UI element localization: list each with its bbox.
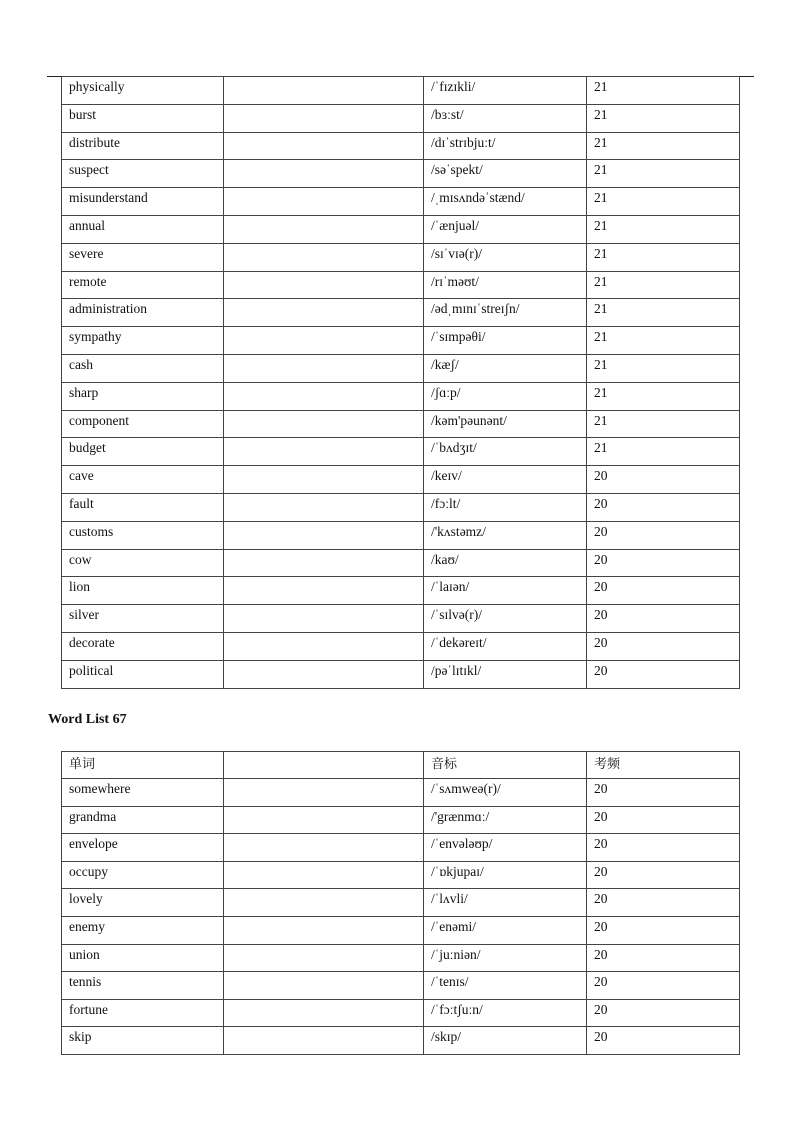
vocab-table-word-list-67 bbox=[61, 751, 740, 1055]
table-row bbox=[62, 521, 740, 549]
word-cell: administration bbox=[62, 299, 224, 327]
frequency-cell: 21 bbox=[587, 132, 740, 160]
frequency-cell: 21 bbox=[587, 271, 740, 299]
phonetic-cell: /rɪˈməʊt/ bbox=[424, 271, 587, 299]
word-cell: cash bbox=[62, 354, 224, 382]
frequency-cell: 21 bbox=[587, 327, 740, 355]
blank-cell bbox=[224, 243, 424, 271]
blank-cell bbox=[224, 577, 424, 605]
frequency-cell: 21 bbox=[587, 438, 740, 466]
frequency-cell: 20 bbox=[587, 493, 740, 521]
blank-cell bbox=[224, 104, 424, 132]
table-row bbox=[62, 188, 740, 216]
table-row bbox=[62, 410, 740, 438]
table-row bbox=[62, 779, 740, 807]
phonetic-cell: /kəm'pəunənt/ bbox=[424, 410, 587, 438]
table-row bbox=[62, 549, 740, 577]
table-header-row bbox=[62, 752, 740, 779]
header-phonetic: 音标 bbox=[424, 752, 587, 779]
word-cell: lion bbox=[62, 577, 224, 605]
frequency-cell: 21 bbox=[587, 354, 740, 382]
table-row bbox=[62, 861, 740, 889]
table-row bbox=[62, 660, 740, 688]
word-cell: union bbox=[62, 944, 224, 972]
blank-cell bbox=[224, 327, 424, 355]
header-frequency: 考频 bbox=[587, 752, 740, 779]
blank-cell bbox=[224, 77, 424, 105]
header-word: 单词 bbox=[62, 752, 224, 779]
table-row bbox=[62, 271, 740, 299]
blank-cell bbox=[224, 605, 424, 633]
blank-cell bbox=[224, 889, 424, 917]
word-cell: budget bbox=[62, 438, 224, 466]
phonetic-cell: /skɪp/ bbox=[424, 1027, 587, 1055]
vocab-table-body bbox=[62, 752, 740, 1055]
frequency-cell: 21 bbox=[587, 104, 740, 132]
table-row bbox=[62, 577, 740, 605]
phonetic-cell: /dɪˈstrɪbjuːt/ bbox=[424, 132, 587, 160]
frequency-cell: 20 bbox=[587, 521, 740, 549]
phonetic-cell: /səˈspekt/ bbox=[424, 160, 587, 188]
phonetic-cell: /kæʃ/ bbox=[424, 354, 587, 382]
phonetic-cell: /ʃɑːp/ bbox=[424, 382, 587, 410]
frequency-cell: 20 bbox=[587, 834, 740, 862]
frequency-cell: 20 bbox=[587, 1027, 740, 1055]
frequency-cell: 20 bbox=[587, 889, 740, 917]
blank-cell bbox=[224, 834, 424, 862]
table-row bbox=[62, 493, 740, 521]
phonetic-cell: /keɪv/ bbox=[424, 466, 587, 494]
section-title: Word List 67 bbox=[48, 712, 127, 727]
blank-cell bbox=[224, 521, 424, 549]
word-cell: enemy bbox=[62, 916, 224, 944]
frequency-cell: 21 bbox=[587, 77, 740, 105]
frequency-cell: 21 bbox=[587, 410, 740, 438]
word-cell: component bbox=[62, 410, 224, 438]
frequency-cell: 20 bbox=[587, 944, 740, 972]
frequency-cell: 20 bbox=[587, 466, 740, 494]
blank-cell bbox=[224, 354, 424, 382]
table-row bbox=[62, 466, 740, 494]
blank-cell bbox=[224, 549, 424, 577]
blank-cell bbox=[224, 132, 424, 160]
word-cell: sympathy bbox=[62, 327, 224, 355]
phonetic-cell: /ˈlaɪən/ bbox=[424, 577, 587, 605]
word-cell: cave bbox=[62, 466, 224, 494]
table-row bbox=[62, 160, 740, 188]
blank-cell bbox=[224, 160, 424, 188]
blank-cell bbox=[224, 660, 424, 688]
header-blank bbox=[224, 752, 424, 779]
phonetic-cell: /ˈɒkjupaɪ/ bbox=[424, 861, 587, 889]
word-cell: distribute bbox=[62, 132, 224, 160]
table-row bbox=[62, 806, 740, 834]
blank-cell bbox=[224, 382, 424, 410]
blank-cell bbox=[224, 493, 424, 521]
blank-cell bbox=[224, 271, 424, 299]
table-row bbox=[62, 916, 740, 944]
word-cell: silver bbox=[62, 605, 224, 633]
table-row bbox=[62, 1027, 740, 1055]
phonetic-cell: /ˈenvələʊp/ bbox=[424, 834, 587, 862]
word-cell: annual bbox=[62, 215, 224, 243]
blank-cell bbox=[224, 632, 424, 660]
phonetic-cell: /ˈsɪmpəθi/ bbox=[424, 327, 587, 355]
phonetic-cell: /'grænmɑː/ bbox=[424, 806, 587, 834]
word-cell: remote bbox=[62, 271, 224, 299]
frequency-cell: 20 bbox=[587, 861, 740, 889]
table-row bbox=[62, 215, 740, 243]
table-row bbox=[62, 632, 740, 660]
frequency-cell: 20 bbox=[587, 779, 740, 807]
word-cell: decorate bbox=[62, 632, 224, 660]
word-cell: grandma bbox=[62, 806, 224, 834]
blank-cell bbox=[224, 410, 424, 438]
blank-cell bbox=[224, 999, 424, 1027]
word-cell: suspect bbox=[62, 160, 224, 188]
word-cell: cow bbox=[62, 549, 224, 577]
blank-cell bbox=[224, 779, 424, 807]
blank-cell bbox=[224, 438, 424, 466]
word-cell: lovely bbox=[62, 889, 224, 917]
word-cell: fault bbox=[62, 493, 224, 521]
word-cell: skip bbox=[62, 1027, 224, 1055]
word-cell: physically bbox=[62, 77, 224, 105]
table-row bbox=[62, 972, 740, 1000]
frequency-cell: 21 bbox=[587, 382, 740, 410]
phonetic-cell: /ˈjuːniən/ bbox=[424, 944, 587, 972]
word-cell: sharp bbox=[62, 382, 224, 410]
phonetic-cell: /bɜːst/ bbox=[424, 104, 587, 132]
frequency-cell: 21 bbox=[587, 243, 740, 271]
blank-cell bbox=[224, 972, 424, 1000]
blank-cell bbox=[224, 1027, 424, 1055]
phonetic-cell: /ˈænjuəl/ bbox=[424, 215, 587, 243]
table-row bbox=[62, 438, 740, 466]
word-cell: occupy bbox=[62, 861, 224, 889]
table-row bbox=[62, 834, 740, 862]
blank-cell bbox=[224, 806, 424, 834]
frequency-cell: 20 bbox=[587, 999, 740, 1027]
frequency-cell: 21 bbox=[587, 160, 740, 188]
phonetic-cell: /ˈsʌmweə(r)/ bbox=[424, 779, 587, 807]
phonetic-cell: /pəˈlɪtɪkl/ bbox=[424, 660, 587, 688]
frequency-cell: 21 bbox=[587, 299, 740, 327]
table-row bbox=[62, 327, 740, 355]
phonetic-cell: /ˈdekəreɪt/ bbox=[424, 632, 587, 660]
word-cell: tennis bbox=[62, 972, 224, 1000]
phonetic-cell: /ˈtenɪs/ bbox=[424, 972, 587, 1000]
vocab-table-continued bbox=[61, 76, 740, 689]
word-cell: burst bbox=[62, 104, 224, 132]
word-cell: fortune bbox=[62, 999, 224, 1027]
frequency-cell: 21 bbox=[587, 188, 740, 216]
word-cell: customs bbox=[62, 521, 224, 549]
frequency-cell: 20 bbox=[587, 806, 740, 834]
table-row bbox=[62, 77, 740, 105]
frequency-cell: 20 bbox=[587, 632, 740, 660]
frequency-cell: 20 bbox=[587, 660, 740, 688]
table-row bbox=[62, 382, 740, 410]
blank-cell bbox=[224, 861, 424, 889]
phonetic-cell: /ˈsɪlvə(r)/ bbox=[424, 605, 587, 633]
word-cell: misunderstand bbox=[62, 188, 224, 216]
phonetic-cell: /ədˌmɪnɪˈstreɪʃn/ bbox=[424, 299, 587, 327]
phonetic-cell: /kaʊ/ bbox=[424, 549, 587, 577]
phonetic-cell: /sɪˈvɪə(r)/ bbox=[424, 243, 587, 271]
phonetic-cell: /ˈfɔːtʃuːn/ bbox=[424, 999, 587, 1027]
word-cell: political bbox=[62, 660, 224, 688]
table-row bbox=[62, 132, 740, 160]
phonetic-cell: /ˈenəmi/ bbox=[424, 916, 587, 944]
table-row bbox=[62, 354, 740, 382]
phonetic-cell: /fɔːlt/ bbox=[424, 493, 587, 521]
frequency-cell: 20 bbox=[587, 549, 740, 577]
word-cell: envelope bbox=[62, 834, 224, 862]
word-cell: severe bbox=[62, 243, 224, 271]
phonetic-cell: /'kʌstəmz/ bbox=[424, 521, 587, 549]
table-row bbox=[62, 889, 740, 917]
table-row bbox=[62, 299, 740, 327]
word-cell: somewhere bbox=[62, 779, 224, 807]
table-row bbox=[62, 605, 740, 633]
blank-cell bbox=[224, 188, 424, 216]
blank-cell bbox=[224, 466, 424, 494]
blank-cell bbox=[224, 944, 424, 972]
blank-cell bbox=[224, 215, 424, 243]
phonetic-cell: /ˈbʌdʒɪt/ bbox=[424, 438, 587, 466]
frequency-cell: 20 bbox=[587, 916, 740, 944]
table-row bbox=[62, 944, 740, 972]
frequency-cell: 20 bbox=[587, 605, 740, 633]
blank-cell bbox=[224, 916, 424, 944]
frequency-cell: 21 bbox=[587, 215, 740, 243]
table-row bbox=[62, 104, 740, 132]
frequency-cell: 20 bbox=[587, 577, 740, 605]
blank-cell bbox=[224, 299, 424, 327]
frequency-cell: 20 bbox=[587, 972, 740, 1000]
phonetic-cell: /ˈlʌvli/ bbox=[424, 889, 587, 917]
phonetic-cell: /ˌmɪsʌndəˈstænd/ bbox=[424, 188, 587, 216]
table-row bbox=[62, 999, 740, 1027]
phonetic-cell: /ˈfɪzɪkli/ bbox=[424, 77, 587, 105]
vocab-table-body bbox=[62, 77, 740, 689]
table-row bbox=[62, 243, 740, 271]
